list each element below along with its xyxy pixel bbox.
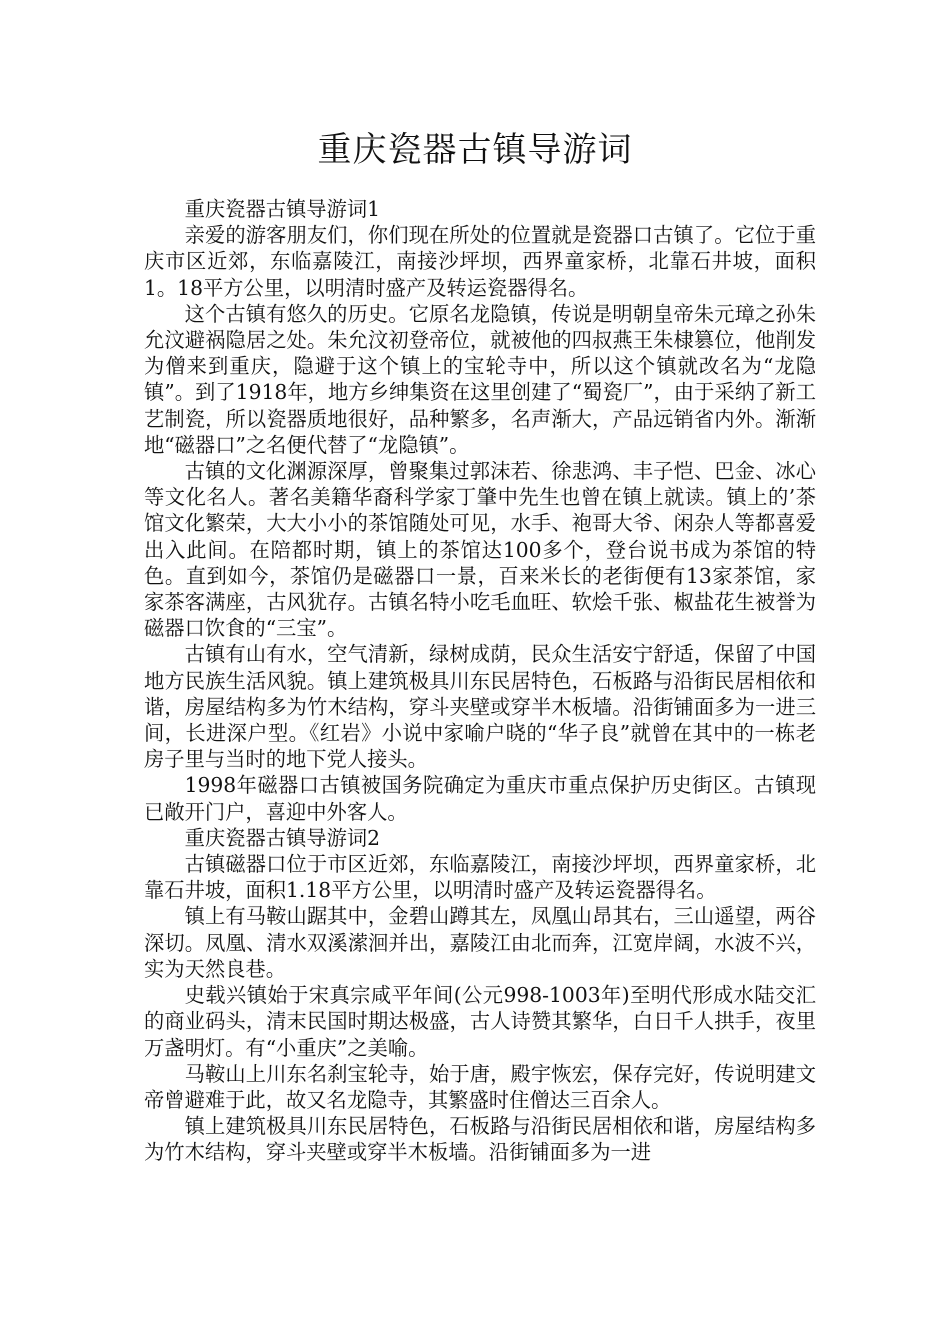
section-heading-2: 重庆瓷器古镇导游词2 [184,825,381,850]
paragraph: 古镇有山有水，空气清新，绿树成荫，民众生活安宁舒适，保留了中国地方民族生活风貌。镇上建筑极具川东民居特色，石板路与沿街民居相依和谐，房屋结构多为竹木结构，穿斗夹壁或穿半木板墙。沿街铺面多为一进三间，长进深户型。《红岩》小说中家喻户晓的“华子良”就曾在其中的一栋老房子里与当时的地下党人接头。 [144,642,816,772]
paragraph: 这个古镇有悠久的历史。它原名龙隐镇，传说是明朝皇帝朱元璋之孙朱允汶避祸隐居之处。朱允汶初登帝位，就被他的四叔燕王朱棣篡位，他削发为僧来到重庆，隐避于这个镇上的宝轮寺中，所以这个镇就改名为“龙隐镇”。到了1918年，地方乡绅集资在这里创建了“蜀瓷厂”，由于采纳了新工艺制瓷，所以瓷器质地很好，品种繁多，名声渐大，产品远销省内外。渐渐地“磁器口”之名便代替了“龙隐镇”。 [144,301,816,457]
paragraph: 1998年磁器口古镇被国务院确定为重庆市重点保护历史街区。古镇现已敞开门户，喜迎中外客人。 [144,773,816,824]
paragraph: 亲爱的游客朋友们，你们现在所处的位置就是瓷器口古镇了。它位于重庆市区近郊，东临嘉陵江，南接沙坪坝，西界童家桥，北靠石井坡，面积1。18平方公里，以明清时盛产及转运瓷器得名。 [144,223,816,300]
paragraph: 镇上有马鞍山踞其中，金碧山蹲其左，凤凰山昂其右，三山遥望，两谷深切。凤凰、清水双溪潆洄并出，嘉陵江由北而奔，江宽岸阔，水波不兴，实为天然良巷。 [144,904,816,981]
document-body [144,196,816,1166]
paragraph: 古镇的文化渊源深厚，曾聚集过郭沫若、徐悲鸿、丰子恺、巴金、冰心等文化名人。著名美籍华裔科学家丁肇中先生也曾在镇上就读。镇上的’茶馆文化繁荣，大大小小的茶馆随处可见，水手、袍哥大爷、闲杂人等都喜爱出入此间。在陪都时期，镇上的茶馆达100多个，登台说书成为茶馆的特色。直到如今，茶馆仍是磁器口一景，百来米长的老街便有13家茶馆，家家茶客满座，古风犹存。古镇名特小吃毛血旺、软烩千张、椒盐花生被誉为磁器口饮食的“三宝”。 [144,459,816,641]
paragraph: 马鞍山上川东名刹宝轮寺，始于唐，殿宇恢宏，保存完好，传说明建文帝曾避难于此，故又名龙隐寺，其繁盛时住僧达三百余人。 [144,1061,816,1112]
paragraph: 史载兴镇始于宋真宗咸平年间(公元998-1003年)至明代形成水陆交汇的商业码头，清末民国时期达极盛，古人诗赞其繁华，白日千人拱手，夜里万盏明灯。有“小重庆”之美喻。 [144,983,816,1060]
section-heading-1: 重庆瓷器古镇导游词1 [184,197,381,221]
document-title: 重庆瓷器古镇导游词 [317,130,633,170]
paragraph: 镇上建筑极具川东民居特色，石板路与沿街民居相依和谐，房屋结构多为竹木结构，穿斗夹壁或穿半木板墙。沿街铺面多为一进 [144,1114,816,1165]
paragraph: 古镇磁器口位于市区近郊，东临嘉陵江，南接沙坪坝，西界童家桥，北靠石井坡，面积1.18平方公里，以明清时盛产及转运瓷器得名。 [144,852,816,903]
